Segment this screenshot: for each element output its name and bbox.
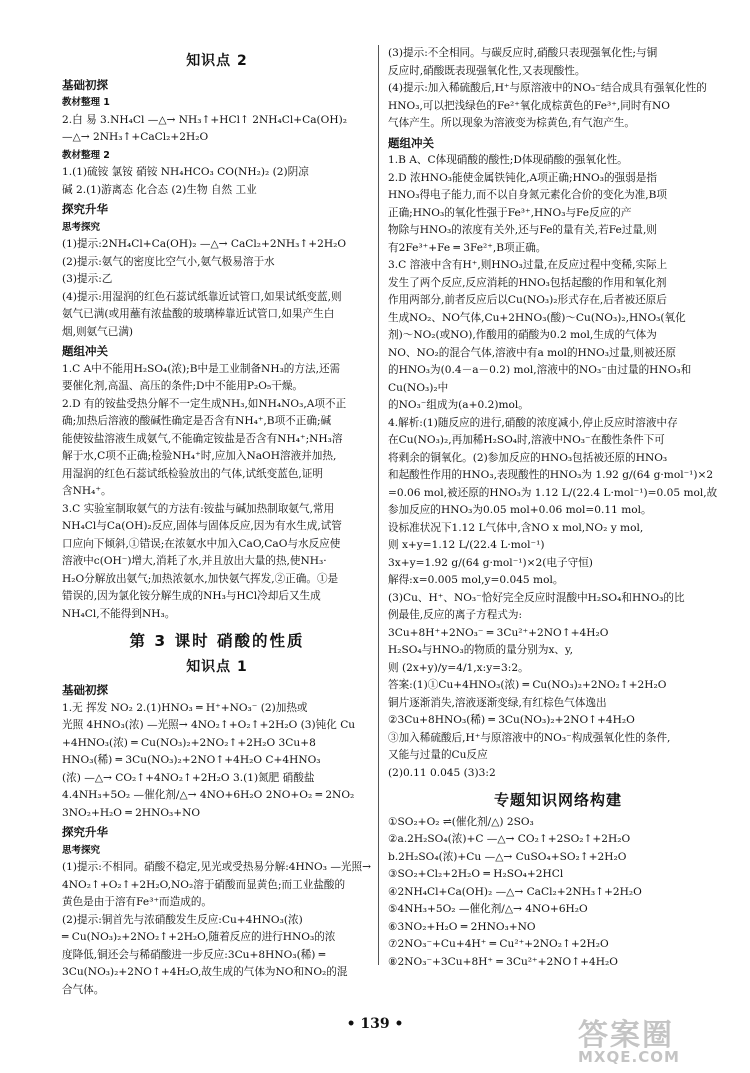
topic-network-title: 专题知识网络构建 <box>493 791 622 809</box>
text-line: ③加入稀硫酸后,H⁺与原溶液中的NO₃⁻构成强氧化性的条件, <box>388 731 671 744</box>
text-line: 2.D 浓HNO₃能使金属铁钝化,A项正确;HNO₃的强弱是指 <box>388 171 657 184</box>
text-line: 1.无 挥发 NO₂ 2.(1)HNO₃ ═ H⁺+NO₃⁻ (2)加热或 <box>62 701 308 714</box>
text-line: 和起酸性作用的HNO₃,表现酸性的HNO₃为 1.92 g/(64 g·mol⁻¹)×2 <box>388 469 714 481</box>
text-line: 发生了两个反应,反应消耗的HNO₃包括起酸的作用和氧化剂 <box>388 276 667 289</box>
text-line: 要催化剂,高温、高压的条件;D中不能用P₂O₅干燥。 <box>62 380 304 392</box>
text-line: 物除与HNO₃的浓度有关外,还与Fe的量有关,若Fe过量,则 <box>388 224 657 236</box>
text-line: 则 x+y=1.12 L/(22.4 L·mol⁻¹) <box>388 539 545 551</box>
text-line: 含NH₄⁺。 <box>62 485 112 497</box>
text-line: 错误的,因为氯化铵分解生成的NH₃与HCl冷却后又生成 <box>62 590 321 602</box>
text-line: 解于水,C项不正确;检验NH₄⁺时,应加入NaOH溶液并加热, <box>62 450 337 462</box>
text-line: 正确;HNO₃的氧化性强于Fe³⁺,HNO₃与Fe反应的产 <box>388 206 632 219</box>
text-line: 1.C A中不能用H₂SO₄(浓);B中是工业制备NH₃的方法,还需 <box>62 362 341 375</box>
text-line: (4)提示:加入稀硫酸后,H⁺与原溶液中的NO₃⁻结合成具有强氧化性的 <box>388 82 707 94</box>
text-line: ═ Cu(NO₃)₂+2NO₂↑+2H₂O,随着反应的进行HNO₃的浓 <box>62 931 336 943</box>
equation-line: ③SO₂+Cl₂+2H₂O ═ H₂SO₄+2HCl <box>388 868 564 880</box>
text-line: 例最佳,反应的离子方程式为: <box>388 609 523 621</box>
practice-heading-right: 题组冲关 <box>388 135 434 150</box>
text-line: (2)提示:铜首先与浓硝酸发生反应:Cu+4HNO₃(浓) <box>62 913 303 926</box>
text-line: 参加反应的HNO₃为0.05 mol+0.06 mol=0.11 mol。 <box>388 504 652 516</box>
text-line: HNO₃得电子能力,而不以自身氮元素化合价的变化为准,B项 <box>388 189 668 201</box>
text-line: 有2Fe³⁺+Fe ═ 3Fe²⁺,B项正确。 <box>388 241 547 254</box>
text-line: (2)提示:氨气的密度比空气小,氨气极易溶于水 <box>62 255 275 268</box>
equation-line: ①SO₂+O₂ ⇌(催化剂/△) 2SO₃ <box>388 815 534 828</box>
text-line: H₂O分解放出氨气;加热浓氨水,加快氨气挥发,②正确。①是 <box>62 572 339 585</box>
text-line: (3)提示:不全相同。与碳反应时,硝酸只表现强氧化性;与铜 <box>388 47 658 59</box>
text-line: 黄色是由于溶有Fe³⁺而造成的。 <box>62 896 213 908</box>
text-line: NH₄Cl与Ca(OH)₂反应,固体与固体反应,因为有水生成,试管 <box>62 520 342 532</box>
review1-label: 教材整理 1 <box>62 97 110 108</box>
text-line: +4HNO₃(浓) ═ Cu(NO₃)₂+2NO₂↑+2H₂O 3Cu+8 <box>62 736 316 749</box>
text-line: (1)提示:不相同。硝酸不稳定,见光或受热易分解:4HNO₃ —光照→ <box>62 861 371 873</box>
text-line: NO、NO₂的混合气体,溶液中有a mol的HNO₃过量,则被还原 <box>388 346 676 359</box>
text-line: 铜片逐渐消失,溶液逐渐变绿,有红棕色气体逸出 <box>388 696 607 709</box>
text-line: (浓) —△→ CO₂↑+4NO₂↑+2H₂O 3.(1)氮肥 硝酸盐 <box>62 771 315 784</box>
explore2-heading: 探究升华 <box>62 825 108 839</box>
text-line: HNO₃(稀) ═ 3Cu(NO₃)₂+2NO↑+4H₂O C+4HNO₃ <box>62 754 321 766</box>
text-line: NH₄Cl,不能得到NH₃。 <box>62 607 176 620</box>
text-line: ②3Cu+8HNO₃(稀) ═ 3Cu(NO₃)₂+2NO↑+4H₂O <box>388 714 635 726</box>
right-column <box>388 45 728 971</box>
basic2-heading: 基础初探 <box>62 683 108 697</box>
text-line: 1.B A、C体现硝酸的酸性;D体现硝酸的强氧化性。 <box>388 154 628 166</box>
text-line: 1.(1)硫铵 氯铵 硝铵 NH₄HCO₃ CO(NH₂)₂ (2)阴凉 <box>62 166 309 178</box>
text-line: HNO₃,可以把浅绿色的Fe²⁺氧化成棕黄色的Fe³⁺,同时有NO <box>388 99 670 112</box>
text-line: 将剩余的铜氧化。(2)参加反应的HNO₃包括被还原的HNO₃ <box>388 451 668 464</box>
knowledge-point-1-title: 知识点 1 <box>186 658 248 675</box>
text-line: 设标准状况下1.12 L气体中,含NO x mol,NO₂ y mol, <box>388 521 644 534</box>
text-line: 2.白 易 3.NH₄Cl —△→ NH₃↑+HCl↑ 2NH₄Cl+Ca(OH)₂ <box>62 113 347 126</box>
think2-label: 思考探究 <box>62 844 101 856</box>
text-line: —△→ 2NH₃↑+CaCl₂+2H₂O <box>62 131 209 143</box>
text-line: 4.4NH₃+5O₂ —催化剂/△→ 4NO+6H₂O 2NO+O₂ ═ 2NO₂ <box>62 789 355 801</box>
page-number: • 139 • <box>346 1016 404 1032</box>
column-divider <box>378 45 379 965</box>
text-line: 剂)～NO₂(或NO),作酸用的硝酸为0.2 mol,生成的气体为 <box>388 329 657 341</box>
review2-label: 教材整理 2 <box>62 149 110 161</box>
equation-line: b.2H₂SO₄(浓)+Cu —△→ CuSO₄+SO₂↑+2H₂O <box>388 850 627 863</box>
text-line: 烟,则氨气已满) <box>62 325 134 338</box>
text-line: 3Cu(NO₃)₂+2NO↑+4H₂O,故生成的气体为NO和NO₂的混 <box>62 966 348 978</box>
text-line: 则 (2x+y)/y=4/1,x:y=3:2。 <box>388 661 529 674</box>
equation-line: ⑥3NO₂+H₂O ═ 2HNO₃+NO <box>388 920 536 933</box>
watermark-logo <box>578 1010 728 1065</box>
text-line: 在Cu(NO₃)₂,再加稀H₂SO₄时,溶液中NO₃⁻在酸性条件下可 <box>388 434 665 446</box>
text-line: 光照 4HNO₃(浓) —光照→ 4NO₂↑+O₂↑+2H₂O (3)钝化 Cu <box>62 719 356 731</box>
text-line: 度降低,铜还会与稀硝酸进一步反应:3Cu+8HNO₃(稀) ═ <box>62 948 326 961</box>
text-line: 生成NO₂、NO气体,Cu+2HNO₃(酸)～Cu(NO₃)₂,HNO₃(氧化 <box>388 311 686 324</box>
text-line: 2.D 有的铵盐受热分解不一定生成NH₃,如NH₄NO₃,A项不正 <box>62 397 347 410</box>
text-line: 气体产生。所以现象为溶液变为棕黄色,有气泡产生。 <box>388 117 636 129</box>
equation-line: ⑧2NO₃⁻+3Cu+8H⁺ ═ 3Cu²⁺+2NO↑+4H₂O <box>388 955 618 968</box>
text-line: 3x+y=1.92 g/(64 g·mol⁻¹)×2(电子守恒) <box>388 556 593 569</box>
text-line: (4)提示:用湿润的红色石蕊试纸靠近试管口,如果试纸变蓝,则 <box>62 290 342 303</box>
text-line: 能使铵盐溶液生成氨气,不能确定铵盐是否含有NH₄⁺;NH₃溶 <box>62 432 343 445</box>
think-label: 思考探究 <box>62 221 101 233</box>
text-line: H₂SO₄与HNO₃的物质的量分别为x、y, <box>388 644 573 656</box>
text-line: 反应时,硝酸既表现强氧化性,又表现酸性。 <box>388 64 586 77</box>
text-line: 氨气已满(或用蘸有浓盐酸的玻璃棒靠近试管口,如果产生白 <box>62 308 335 320</box>
watermark-text: 答案圈 <box>578 1018 674 1053</box>
lesson-title: 第 3 课时 硝酸的性质 <box>129 632 305 650</box>
text-line: 3.C 实验室制取氨气的方法有:铵盐与碱加热制取氨气,常用 <box>62 502 335 515</box>
text-line: 确;加热后溶液的酸碱性确定是否含有NH₄⁺,B项不正确;碱 <box>62 415 332 427</box>
equation-line: ④2NH₄Cl+Ca(OH)₂ —△→ CaCl₂+2NH₃↑+2H₂O <box>388 885 642 898</box>
text-line: (3)Cu、H⁺、NO₃⁻恰好完全反应时混酸中H₂SO₄和HNO₃的比 <box>388 591 685 604</box>
text-line: 又能与过量的Cu反应 <box>388 749 488 761</box>
equation-line: ⑤4NH₃+5O₂ —催化剂/△→ 4NO+6H₂O <box>388 903 588 915</box>
text-line: 的HNO₃为(0.4－a－0.2) mol,溶液中的NO₃⁻由过量的HNO₃和Cu(NO₃)₂中 <box>388 364 692 394</box>
text-line: 3.C 溶液中含有H⁺,则HNO₃过量,在反应过程中变稀,实际上 <box>388 259 668 271</box>
text-line: 作用两部分,前者反应后以Cu(NO₃)₂形式存在,后者被还原后 <box>388 294 667 306</box>
knowledge-point-2-title: 知识点 2 <box>186 53 248 69</box>
text-line: 解得:x=0.005 mol,y=0.045 mol。 <box>388 574 564 586</box>
explore-heading: 探究升华 <box>62 202 108 216</box>
text-line: 合气体。 <box>62 983 105 996</box>
text-line: =0.06 mol,被还原的HNO₃为 1.12 L/(22.4 L·mol⁻¹)=0.05 mol,故 <box>388 486 718 499</box>
text-line: 答案:(1)①Cu+4HNO₃(浓) ═ Cu(NO₃)₂+2NO₂↑+2H₂O <box>388 679 667 691</box>
text-line: 4.解析:(1)随反应的进行,硝酸的浓度减小,停止反应时溶液中存 <box>388 416 678 429</box>
basic-heading: 基础初探 <box>62 77 108 92</box>
text-line: 的NO₃⁻组成为(a+0.2)mol。 <box>388 399 529 411</box>
text-line: 4NO₂↑+O₂↑+2H₂O,NO₂溶于硝酸而显黄色;而工业盐酸的 <box>62 878 346 891</box>
text-line: 用湿润的红色石蕊试纸检验放出的气体,试纸变蓝色,证明 <box>62 467 323 480</box>
text-line: (2)0.11 0.045 (3)3:2 <box>388 766 496 779</box>
text-line: (3)提示:乙 <box>62 273 113 285</box>
watermark-url: MXQE.COM <box>578 1048 680 1066</box>
left-column <box>62 45 372 999</box>
text-line: 3NO₂+H₂O ═ 2HNO₃+NO <box>62 806 201 819</box>
text-line: 溶液中c(OH⁻)增大,消耗了水,并且放出大量的热,使NH₃· <box>62 555 327 567</box>
text-line: 口应向下倾斜,①错误;在浓氨水中加入CaO,CaO与水反应使 <box>62 537 341 550</box>
equation-line: ⑦2NO₃⁻+Cu+4H⁺ ═ Cu²⁺+2NO₂↑+2H₂O <box>388 938 609 950</box>
equation-line: ②a.2H₂SO₄(浓)+C —△→ CO₂↑+2SO₂↑+2H₂O <box>388 833 631 845</box>
text-line: 碱 2.(1)游离态 化合态 (2)生物 自然 工业 <box>62 183 257 196</box>
text-line: 3Cu+8H⁺+2NO₃⁻ ═ 3Cu²⁺+2NO↑+4H₂O <box>388 626 609 639</box>
practice-heading: 题组冲关 <box>62 344 108 358</box>
text-line: (1)提示:2NH₄Cl+Ca(OH)₂ —△→ CaCl₂+2NH₃↑+2H₂O <box>62 238 347 250</box>
